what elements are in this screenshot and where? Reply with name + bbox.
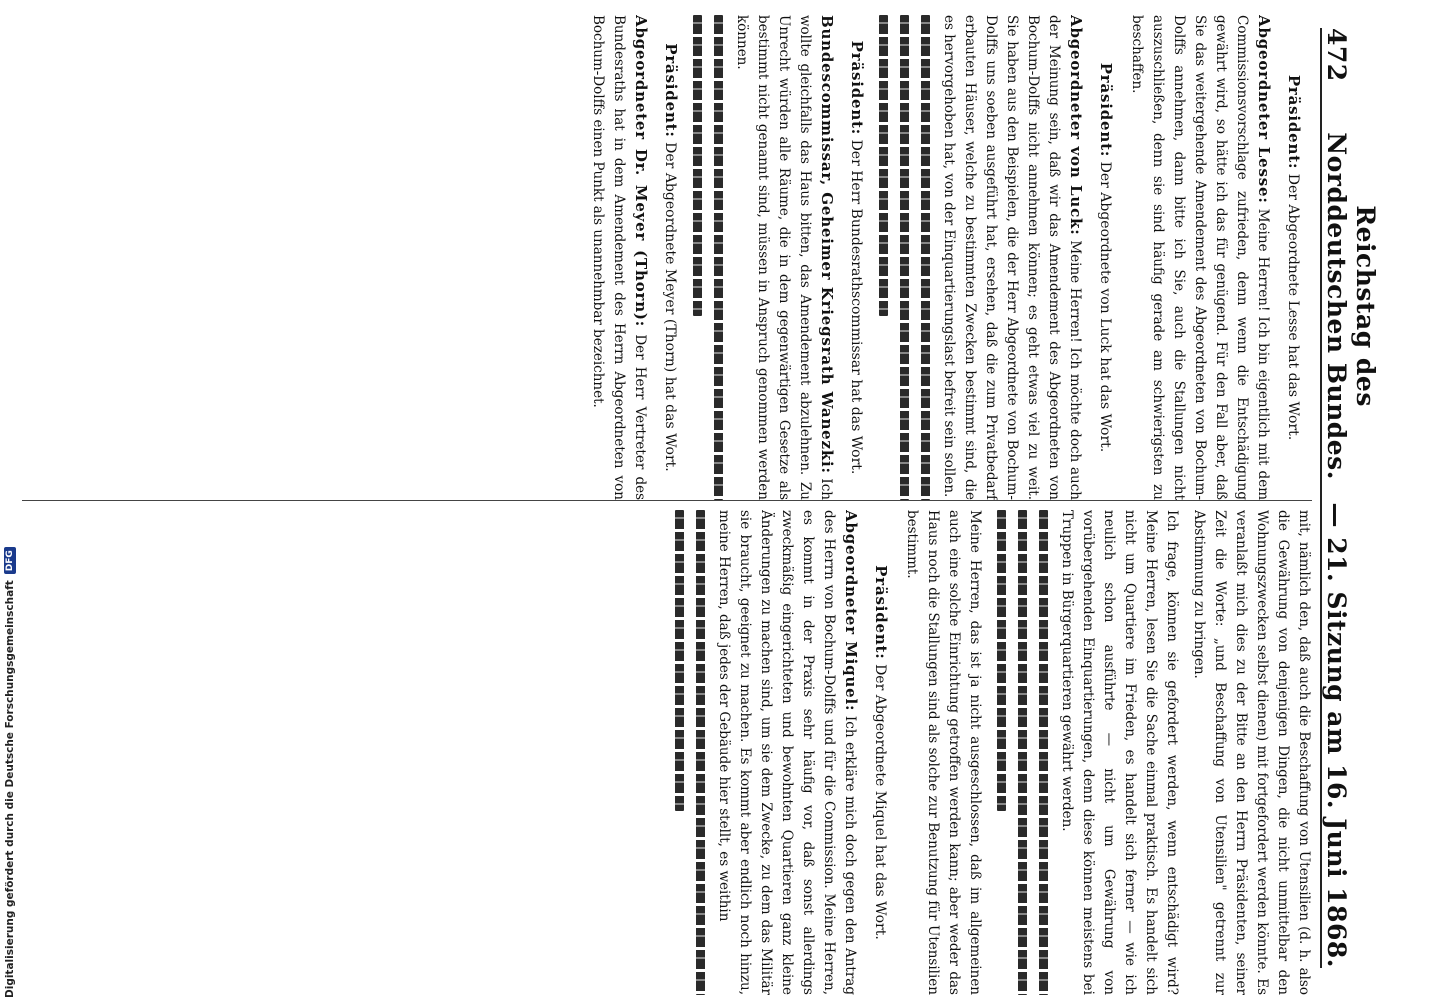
speaker-name: Abgeordneter Dr. Meyer (Thorn): <box>632 15 650 328</box>
dense-text-lines <box>675 510 684 811</box>
speech-text: mit, nämlich den, daß auch die Beschaffung von Utensilien (d. h. also die Gewährung von denjenigen Dingen, die nicht unmittelbar den Wohnungszwecken selbst dienen) mit fortgefordert werden könnte. Es veranlaßt mich dies zu der Bitte an den Herrn Präsidenten, seiner Zeit die Worte: „und Beschaffung von Utensilien" getrennt zur Abstimmung zu bringen. <box>1191 510 1312 995</box>
speech-paragraph <box>731 15 837 500</box>
page-header <box>1320 28 1380 968</box>
speaker-name: Abgeordneter von Luck: <box>1067 15 1085 236</box>
speech-paragraph <box>938 15 1086 500</box>
speech-text: Meine Herren, das ist ja nicht ausgeschlossen, daß im allgemeinen auch eine solche Einrichtung getroffen werden kann; aber weder das Haus noch die Stallungen sind als solche zur Benutzung für Utensilien bestimmt. <box>904 510 983 995</box>
speech-text: Ich erkläre mich doch gegen den Antrag des Herrn von Bochum-Dolffs und für die Commission. Meine Herren, es kommt in der Praxis sehr häufig vor, daß sonst allerdings zweckmäßig eingerichteten und bewohnten Quartieren ganz kleine Änderungen zu machen sind, um sie dem Zwecke, zu dem das Militär sie braucht, geeignet zu machen. Es kommt aber endlich noch hinzu, meine Herren, daß jedes der Gebäude hier stellt, es weithin <box>716 510 858 995</box>
right-column <box>14 510 1314 995</box>
dfg-logo: DFG <box>4 547 16 574</box>
publication-title: Reichstag des Norddeutschen Bundes. <box>1322 132 1380 480</box>
speaker-name: Abgeordneter Miquel: <box>842 510 860 712</box>
speech-text: Meine Herren! Ich bin eigentlich mit dem Commissionsvorschlage zufrieden, denn wenn die Entschädigung gewährt wird, so hätte ich das für genügend. Für den Fall aber, daß Sie das weitergehende Amendement des Abgeordneten von Bochum-Dolffs annehmen, dann bitte ich Sie, auch die Stallungen nicht auszuschließen, denn sie sind häufig gerade am schwierigsten zu beschaffen. <box>1129 15 1271 500</box>
speech-paragraph <box>1056 510 1182 995</box>
speaker-name: Präsident: <box>662 43 680 138</box>
speaker-name: Präsident: <box>1097 62 1115 158</box>
dense-text-lines <box>997 510 1006 811</box>
dense-text-lines <box>1039 510 1048 995</box>
dense-text-lines <box>879 15 888 316</box>
speech-text: Der Abgeordnete Miquel hat das Wort. <box>872 664 888 940</box>
speech-paragraph <box>901 510 985 995</box>
speech-text: Der Abgeordnete Meyer (Thorn) hat das Wort. <box>662 142 678 472</box>
dense-text-lines <box>693 15 702 316</box>
speech-text: Der Abgeordnete von Luck hat das Wort. <box>1097 161 1113 453</box>
speech-text: Ich frage, können sie gefordert werden, wenn entschädigt wird? Meine Herren, lesen Sie die Sache einmal praktisch. Es handelt sich nicht um Quartiere im Frieden, es handelt sich ferner — wie ich neulich schon ausführte — nicht um Gewährung von vorübergehenden Einquartierungen, denn diese können meistens bei Truppen in Bürgerquartieren gewährt werden. <box>1059 510 1180 995</box>
speaker-name: Präsident: <box>1285 74 1303 170</box>
credit-text: Digitalisierung gefördert durch die Deutsche Forschungsgemeinschaft <box>4 580 16 998</box>
speech-paragraph <box>659 15 681 500</box>
speech-text: Der Herr Vertreter des Bundesraths hat in dem Amendement des Herrn Abgeordneten von Bochum-Dolffs einen Punkt als unannehmbar bezeichnet. <box>590 15 648 500</box>
speech-text: Der Herr Bundesrathscommissar hat das Wort. <box>848 139 864 475</box>
digitization-credit <box>4 0 16 998</box>
dense-text-lines <box>900 15 909 500</box>
dense-text-lines <box>696 510 705 995</box>
speaker-name: Präsident: <box>848 40 866 136</box>
speaker-name: Abgeordneter Lesse: <box>1255 15 1273 204</box>
speaker-name: Präsident: <box>872 565 890 660</box>
dense-text-lines <box>714 15 723 500</box>
speech-paragraph <box>1126 15 1274 500</box>
dense-text-lines <box>921 15 930 500</box>
speech-paragraph <box>713 510 861 995</box>
speech-paragraph <box>869 510 891 995</box>
speech-paragraph <box>1094 15 1116 500</box>
speaker-name: Bundescommissar, Geheimer Kriegsrath Wanezki: <box>818 15 836 474</box>
dense-text-lines <box>1018 510 1027 995</box>
speech-text: Ich wollte gleichfalls das Haus bitten, das Amendement abzulehnen. Zu Unrecht würden alle Räume, die in dem gegenwärtigen Gesetze als bestimmt nicht genannt sind, müssen in Anspruch genommen werden können. <box>734 15 834 500</box>
session-date: — 21. Sitzung am 16. Juni 1868. <box>1322 502 1351 968</box>
speech-text: Der Abgeordnete Lesse hat das Wort. <box>1285 173 1301 441</box>
column-divider <box>22 500 1312 501</box>
left-column <box>14 15 1314 500</box>
speech-paragraph <box>1188 510 1314 995</box>
speech-paragraph <box>587 15 651 500</box>
speech-paragraph <box>1282 15 1304 500</box>
page-number: 472 <box>1322 28 1351 82</box>
speech-paragraph <box>845 15 867 500</box>
speech-text: Meine Herren! Ich möchte doch auch der Meinung sein, daß wir das Amendement des Abgeordneten von Bochum-Dolffs nicht annehmen können; es geht etwas viel zu weit. Sie haben aus den Beispielen, die der Herr Abgeordnete von Bochum-Dolffs uns soeben ausgeführt hat, ersehen, daß die zum Privatbedarf erbauten Häuser, welche zu bestimmten Zwecken bestimmt sind, die es hervorgehoben hat, von der Einquartierungslast befreit sein sollen. <box>941 15 1083 500</box>
